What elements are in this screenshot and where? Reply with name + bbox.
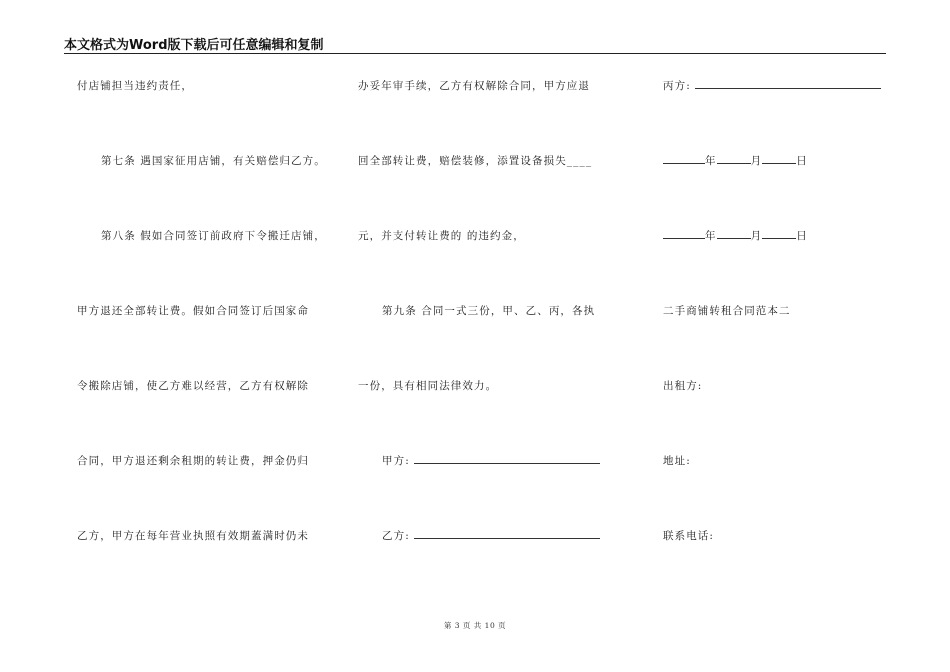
header-title: 本文格式为Word版下载后可任意编辑和复制 xyxy=(64,38,324,53)
text-line: 一份，具有相同法律效力。 xyxy=(358,380,498,392)
party-c-signature-line xyxy=(663,79,881,93)
month-label: 月 xyxy=(750,155,763,167)
day-label: 日 xyxy=(796,155,808,167)
day-blank xyxy=(762,154,796,164)
party-b-label: 乙方: xyxy=(382,530,415,542)
date-line xyxy=(663,229,808,243)
page-number: 第 3 页 共 10 页 xyxy=(443,621,507,630)
text-line: 元，并支付转让费的 的违约金， xyxy=(358,230,525,242)
text-line: 合同，甲方退还剩余租期的转让费，押金仍归 xyxy=(77,455,309,467)
section-title: 二手商铺转租合同范本二 xyxy=(663,305,791,317)
year-label: 年 xyxy=(705,230,717,242)
party-c-label: 丙方: xyxy=(663,80,696,92)
text-line: 第九条 合同一式三份，甲、乙、丙，各执 xyxy=(382,305,596,317)
phone-label: 联系电话: xyxy=(663,530,715,542)
day-blank xyxy=(762,229,796,239)
text-line: 乙方，甲方在每年营业执照有效期蓋满时仍未 xyxy=(77,530,309,542)
text-line: 令搬除店铺，使乙方难以经营，乙方有权解除 xyxy=(77,380,309,392)
signature-blank xyxy=(414,529,600,539)
party-b-signature-line xyxy=(382,529,600,543)
month-blank xyxy=(717,229,751,239)
text-line: 回全部转让费，赔偿装修，添置设备损失____ xyxy=(358,155,593,167)
signature-blank xyxy=(695,79,881,89)
month-label: 月 xyxy=(750,230,763,242)
text-line: 甲方退还全部转让费。假如合同签订后国家命 xyxy=(77,305,309,317)
text-line: 第七条 遇国家征用店铺，有关赔偿归乙方。 xyxy=(101,155,326,167)
document-header xyxy=(64,33,886,54)
text-line: 付店铺担当违约责任， xyxy=(77,80,193,92)
day-label: 日 xyxy=(796,230,808,242)
party-a-label: 甲方: xyxy=(382,455,415,467)
signature-blank xyxy=(414,454,600,464)
party-a-signature-line xyxy=(382,454,600,468)
year-blank xyxy=(663,229,705,239)
text-line: 办妥年审手续，乙方有权解除合同，甲方应退 xyxy=(358,80,590,92)
lessor-label: 出租方: xyxy=(663,380,703,392)
year-blank xyxy=(663,154,705,164)
year-label: 年 xyxy=(705,155,717,167)
text-line: 第八条 假如合同签订前政府下令搬迁店铺， xyxy=(101,230,326,242)
month-blank xyxy=(717,154,751,164)
address-label: 地址: xyxy=(663,455,691,467)
date-line xyxy=(663,154,808,168)
